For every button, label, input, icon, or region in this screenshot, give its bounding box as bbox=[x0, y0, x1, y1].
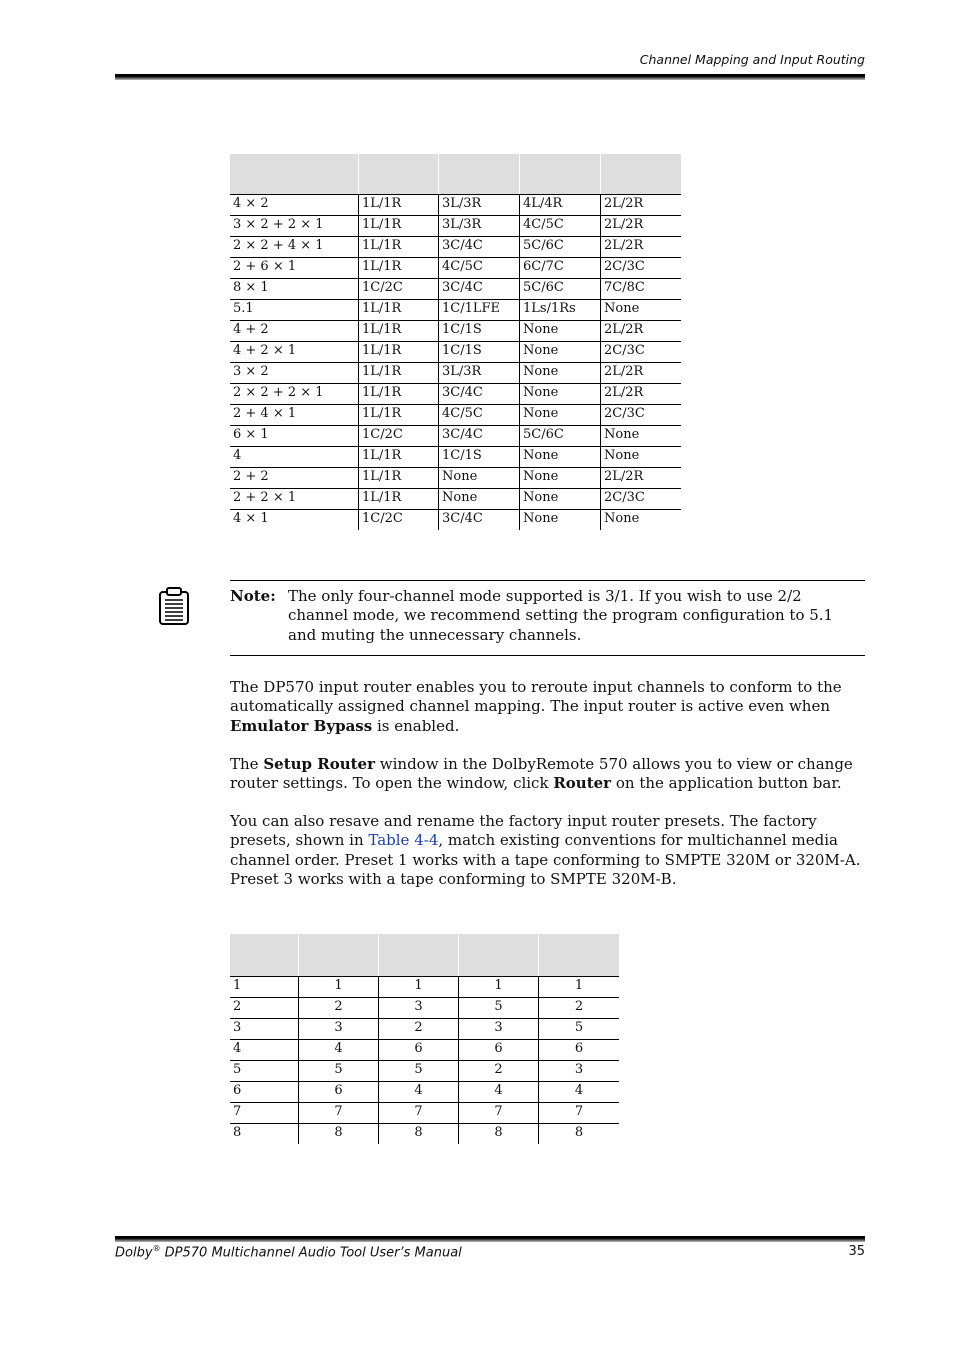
header-rule bbox=[115, 74, 865, 80]
table-row bbox=[230, 363, 681, 384]
table-cell: 1C/2C bbox=[359, 510, 439, 531]
table-row bbox=[230, 216, 681, 237]
running-header: Channel Mapping and Input Routing bbox=[639, 52, 865, 67]
table-cell: 2 + 2 × 1 bbox=[230, 489, 359, 510]
column-header bbox=[539, 934, 620, 977]
table-cell: 2 bbox=[539, 998, 620, 1019]
table-row bbox=[230, 1103, 619, 1124]
table-cell: 5 bbox=[379, 1061, 459, 1082]
column-header bbox=[459, 934, 539, 977]
table-cell: 2C/3C bbox=[601, 405, 682, 426]
table-cell: 2L/2R bbox=[601, 321, 682, 342]
table-cell: 7C/8C bbox=[601, 279, 682, 300]
note-box bbox=[230, 580, 865, 656]
table-cell: 4 bbox=[299, 1040, 379, 1061]
table-cell: 2 + 4 × 1 bbox=[230, 405, 359, 426]
table-cell: None bbox=[520, 384, 601, 405]
table-cell: 1 bbox=[459, 977, 539, 998]
footer-title bbox=[115, 1244, 462, 1260]
table-row bbox=[230, 998, 619, 1019]
table-cell: 1C/2C bbox=[359, 426, 439, 447]
paragraph-text: on the application button bar. bbox=[611, 774, 842, 793]
table-row bbox=[230, 489, 681, 510]
registered-mark: ® bbox=[152, 1244, 161, 1253]
table-cell: 8 bbox=[233, 1125, 242, 1140]
table-cell: 4L/4R bbox=[520, 195, 601, 216]
table-row bbox=[230, 342, 681, 363]
table-cell: 3L/3R bbox=[439, 195, 520, 216]
table-cell: 3 bbox=[299, 1019, 379, 1040]
channel-mapping-table bbox=[230, 154, 681, 530]
column-header bbox=[230, 154, 359, 195]
table-cell: 1L/1R bbox=[359, 489, 439, 510]
table-cell: 2L/2R bbox=[601, 195, 682, 216]
table-row bbox=[230, 468, 681, 489]
footer-rule bbox=[115, 1236, 865, 1242]
table-row bbox=[230, 321, 681, 342]
table-row bbox=[230, 510, 681, 531]
table-cell: 8 × 1 bbox=[230, 279, 359, 300]
table-cell: 4 + 2 bbox=[230, 321, 359, 342]
table-cell: 8 bbox=[379, 1124, 459, 1145]
table-cell: 4C/5C bbox=[439, 258, 520, 279]
table-cell: 2L/2R bbox=[601, 384, 682, 405]
table-cell: 6 bbox=[379, 1040, 459, 1061]
table-cell: 5 bbox=[299, 1061, 379, 1082]
table-cell: 3 bbox=[459, 1019, 539, 1040]
table-row bbox=[230, 405, 681, 426]
table-cell: None bbox=[601, 300, 682, 321]
paragraph-presets bbox=[230, 812, 866, 889]
table-header-row bbox=[230, 934, 619, 977]
table-cell: 1C/1S bbox=[439, 342, 520, 363]
table-cell: 2 bbox=[379, 1019, 459, 1040]
table-cell: 3L/3R bbox=[439, 363, 520, 384]
paragraph-text: The bbox=[230, 755, 264, 773]
table-cell: 3C/4C bbox=[439, 384, 520, 405]
table-cell: 4 bbox=[459, 1082, 539, 1103]
table-cell: None bbox=[601, 447, 682, 468]
table-cell: 3L/3R bbox=[439, 216, 520, 237]
page-footer bbox=[115, 1244, 865, 1260]
router-preset-table bbox=[230, 934, 619, 1144]
table-cell: 1 bbox=[230, 977, 299, 998]
table-cell: 1L/1R bbox=[359, 258, 439, 279]
footer-brand: Dolby bbox=[115, 1245, 153, 1261]
table-cell: 6 bbox=[299, 1082, 379, 1103]
table-cell: 4C/5C bbox=[520, 216, 601, 237]
table-cell: 5 bbox=[230, 1061, 299, 1082]
table-cell: 2 bbox=[230, 998, 299, 1019]
table-cell: 2 bbox=[299, 998, 379, 1019]
table-cell: 2 × 2 + 2 × 1 bbox=[230, 384, 359, 405]
table-cell: None bbox=[520, 489, 601, 510]
table-cell: 2L/2R bbox=[601, 468, 682, 489]
table-cell: 2L/2R bbox=[601, 237, 682, 258]
table-cell: 7 bbox=[299, 1103, 379, 1124]
paragraph-text: You can also resave and rename the factory input router presets. The factory presets, shown in bbox=[230, 812, 817, 850]
table-cell: 4 × 1 bbox=[233, 511, 269, 526]
paragraph-setup-router bbox=[230, 755, 866, 794]
table-cell: 3C/4C bbox=[439, 426, 520, 447]
table-cell: None bbox=[601, 510, 682, 531]
table-cell: 1Ls/1Rs bbox=[520, 300, 601, 321]
table-cell: 6 bbox=[230, 1082, 299, 1103]
table-cell: 2C/3C bbox=[601, 258, 682, 279]
paragraph-text: , match existing conventions for multichannel media channel order. Preset 1 works with a tape conforming to SMPTE 320M or 320M-A. Preset 3 works with a tape conforming to SMPTE 320M-B. bbox=[230, 831, 861, 888]
table-cell: None bbox=[601, 426, 682, 447]
table-cell: 5C/6C bbox=[520, 426, 601, 447]
table-cell: 2 bbox=[459, 1061, 539, 1082]
table-cell: 1 bbox=[299, 977, 379, 998]
table-row bbox=[230, 237, 681, 258]
table-cell: 1C/1S bbox=[439, 321, 520, 342]
table-row bbox=[230, 279, 681, 300]
table-row bbox=[230, 1124, 619, 1145]
column-header bbox=[230, 934, 299, 977]
note-label: Note: bbox=[230, 587, 276, 605]
emphasis-text: Router bbox=[553, 774, 612, 793]
table-cell: 3 bbox=[539, 1061, 620, 1082]
table-cell: 4 + 2 × 1 bbox=[230, 342, 359, 363]
table-cell: 1C/2C bbox=[359, 279, 439, 300]
table-cell: 8 bbox=[459, 1124, 539, 1145]
column-header bbox=[299, 934, 379, 977]
table-cell: None bbox=[520, 510, 601, 531]
table-cell: None bbox=[520, 468, 601, 489]
footer-manual-title: DP570 Multichannel Audio Tool User’s Manual bbox=[160, 1245, 462, 1261]
table-cell: 5 bbox=[539, 1019, 620, 1040]
table-cell: 4 bbox=[230, 447, 359, 468]
table-cell: 1 bbox=[539, 977, 620, 998]
table-cell: 3 × 2 + 2 × 1 bbox=[230, 216, 359, 237]
page-number: 35 bbox=[848, 1244, 865, 1259]
table-cell: None bbox=[520, 342, 601, 363]
table-cell: 1L/1R bbox=[359, 237, 439, 258]
table-cell: 1C/1LFE bbox=[439, 300, 520, 321]
table-cell: 8 bbox=[299, 1124, 379, 1145]
paragraph-input-router bbox=[230, 678, 866, 736]
table-cell: 2 × 2 + 4 × 1 bbox=[230, 237, 359, 258]
table-cell: 4 bbox=[230, 1040, 299, 1061]
table-cell: 3 × 2 bbox=[230, 363, 359, 384]
column-header bbox=[379, 934, 459, 977]
table-cell: 2 + 6 × 1 bbox=[230, 258, 359, 279]
table-cell: 1L/1R bbox=[359, 405, 439, 426]
note-text: The only four-channel mode supported is 3/1. If you wish to use 2/2 channel mode, we recommend setting the program configuration to 5.1 and muting the unnecessary channels. bbox=[288, 587, 834, 644]
table-cell: 7 bbox=[539, 1103, 620, 1124]
table-cell: 6 × 1 bbox=[230, 426, 359, 447]
paragraph-text: window in the DolbyRemote 570 allows you to view or change router settings. To open the window, click bbox=[230, 755, 853, 793]
table-cell: 1L/1R bbox=[359, 363, 439, 384]
table-cell: 2C/3C bbox=[601, 342, 682, 363]
column-header bbox=[359, 154, 439, 195]
table-cell: 3C/4C bbox=[439, 237, 520, 258]
table-cell: None bbox=[439, 468, 520, 489]
table-cell: 3C/4C bbox=[439, 510, 520, 531]
column-header bbox=[601, 154, 682, 195]
table-cell: 3 bbox=[379, 998, 459, 1019]
table-cell: None bbox=[439, 489, 520, 510]
column-header bbox=[520, 154, 601, 195]
table-row bbox=[230, 258, 681, 279]
paragraph-text: The DP570 input router enables you to reroute input channels to conform to the automatically assigned channel mapping. The input router is active even when bbox=[230, 678, 842, 716]
table-cell: 8 bbox=[539, 1124, 620, 1145]
table-cell: 1C/1S bbox=[439, 447, 520, 468]
table-row bbox=[230, 1061, 619, 1082]
table-cell: 2L/2R bbox=[601, 216, 682, 237]
table-cell: 7 bbox=[379, 1103, 459, 1124]
table-cell: 4 bbox=[379, 1082, 459, 1103]
table-cell: 5C/6C bbox=[520, 279, 601, 300]
table-cell: 2C/3C bbox=[601, 489, 682, 510]
table-cell: None bbox=[520, 321, 601, 342]
table-cell: 3C/4C bbox=[439, 279, 520, 300]
table-cell: 1 bbox=[379, 977, 459, 998]
table-cell: 1L/1R bbox=[359, 447, 439, 468]
table-cell: 1L/1R bbox=[359, 300, 439, 321]
table-cell: 7 bbox=[459, 1103, 539, 1124]
table-row bbox=[230, 1040, 619, 1061]
table-cell: 4 bbox=[539, 1082, 620, 1103]
table-cell: 4C/5C bbox=[439, 405, 520, 426]
emphasis-text: Setup Router bbox=[263, 755, 375, 773]
table-cell: 6C/7C bbox=[520, 258, 601, 279]
table-cell: 2L/2R bbox=[601, 363, 682, 384]
table-cell: 1L/1R bbox=[359, 468, 439, 489]
paragraph-text: is enabled. bbox=[372, 716, 460, 735]
table-cell: 2 + 2 bbox=[230, 468, 359, 489]
table-cell: None bbox=[520, 405, 601, 426]
table-row bbox=[230, 300, 681, 321]
table-row bbox=[230, 384, 681, 405]
note-clipboard-icon bbox=[158, 586, 190, 626]
table-cell: 5.1 bbox=[230, 300, 359, 321]
table-row bbox=[230, 977, 619, 998]
table-cell: 6 bbox=[459, 1040, 539, 1061]
table-row bbox=[230, 447, 681, 468]
table-reference-link[interactable]: Table 4-4 bbox=[368, 831, 439, 850]
table-row bbox=[230, 1019, 619, 1040]
emphasis-text: Emulator Bypass bbox=[230, 716, 373, 735]
table-cell: 1L/1R bbox=[359, 216, 439, 237]
table-row bbox=[230, 195, 681, 216]
column-header bbox=[439, 154, 520, 195]
table-cell: 1L/1R bbox=[359, 321, 439, 342]
table-row bbox=[230, 1082, 619, 1103]
table-cell: 3 bbox=[230, 1019, 299, 1040]
table-cell: 5C/6C bbox=[520, 237, 601, 258]
table-row bbox=[230, 426, 681, 447]
table-cell: 7 bbox=[230, 1103, 299, 1124]
table-cell: None bbox=[520, 447, 601, 468]
table-cell: None bbox=[520, 363, 601, 384]
table-header-row bbox=[230, 154, 681, 195]
table-cell: 4 × 2 bbox=[230, 195, 359, 216]
table-cell: 1L/1R bbox=[359, 195, 439, 216]
table-cell: 1L/1R bbox=[359, 342, 439, 363]
table-cell: 6 bbox=[539, 1040, 620, 1061]
table-cell: 5 bbox=[459, 998, 539, 1019]
table-cell: 1L/1R bbox=[359, 384, 439, 405]
